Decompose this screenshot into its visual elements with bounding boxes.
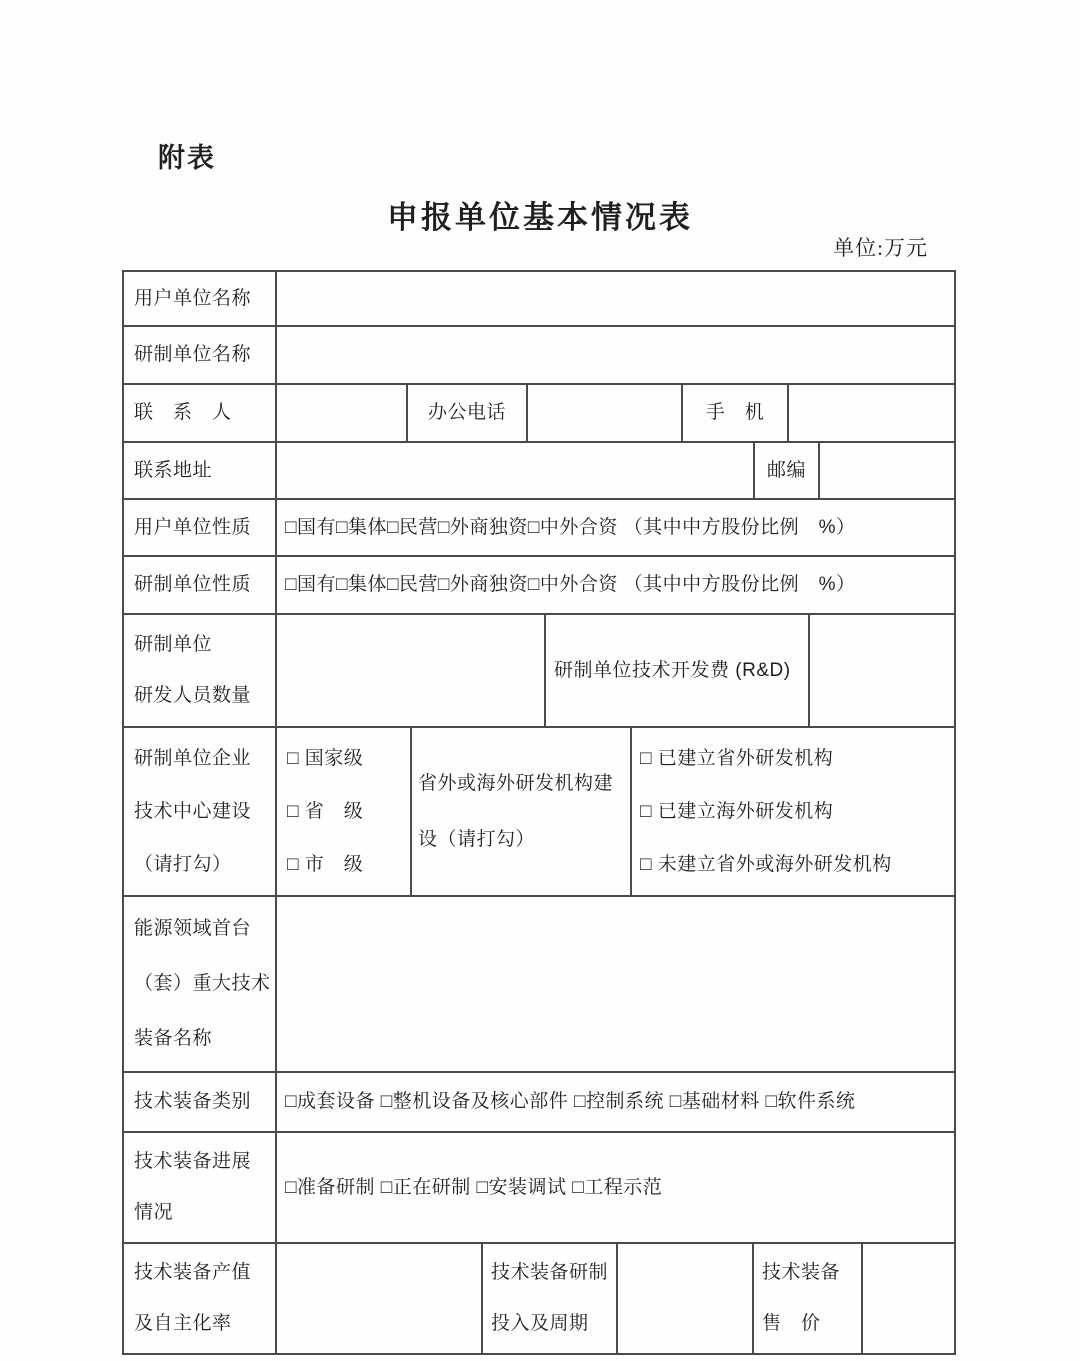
- label-text: 联系地址: [134, 459, 213, 481]
- checkbox-group-user-unit-nature[interactable]: [277, 500, 956, 557]
- label-mobile: [683, 385, 789, 443]
- appendix-label: 附表: [158, 143, 216, 173]
- label-line: 研发人员数量: [134, 685, 252, 707]
- label-text: 研制单位性质: [134, 574, 252, 596]
- label-equipment-name: [124, 897, 277, 1073]
- input-cell-office-phone[interactable]: [528, 385, 683, 443]
- label-line: 研制单位: [134, 633, 213, 655]
- label-contact-person: [124, 385, 277, 443]
- table-row-equipment-progress: [124, 1133, 956, 1244]
- label-office-phone: [408, 385, 528, 443]
- table-row-dev-unit-nature: [124, 557, 956, 615]
- checkbox-option-national[interactable]: □ 国家级: [287, 747, 364, 769]
- label-line: 技术装备产值: [134, 1262, 252, 1284]
- label-user-unit-name: [124, 272, 277, 327]
- label-equipment-invest: [483, 1244, 618, 1355]
- table-row-user-unit-name: [124, 272, 956, 327]
- label-line: 研制单位企业: [134, 747, 252, 769]
- checkbox-group-center-level: [277, 728, 412, 897]
- input-cell-rd-fee[interactable]: [810, 615, 956, 728]
- input-cell-equipment-value[interactable]: [277, 1244, 483, 1355]
- input-cell-postcode[interactable]: [820, 443, 956, 500]
- label-line: 技术装备: [762, 1262, 841, 1284]
- label-line: 能源领域首台: [134, 917, 252, 939]
- table-row-tech-center: [124, 728, 956, 897]
- unit-note: 单位:万元: [833, 236, 928, 260]
- table-row-equipment-value: [124, 1244, 956, 1355]
- label-line: 售 价: [762, 1312, 821, 1334]
- checkbox-options-text[interactable]: □国有□集体□民营□外商独资□中外合资 （其中中方股份比例 %）: [285, 574, 856, 596]
- checkbox-options-text[interactable]: □成套设备 □整机设备及核心部件 □控制系统 □基础材料 □软件系统: [285, 1091, 856, 1113]
- table-row-contact: [124, 385, 956, 443]
- checkbox-option-established-out-of-province[interactable]: □ 已建立省外研发机构: [640, 747, 834, 769]
- label-text: 研制单位技术开发费 (R&D): [554, 659, 791, 681]
- label-rd-fee: [546, 615, 810, 728]
- label-tech-center: [124, 728, 277, 897]
- label-line: 投入及周期: [491, 1312, 589, 1334]
- label-text: 用户单位名称: [134, 287, 252, 309]
- label-text: 办公电话: [427, 402, 506, 424]
- checkbox-option-provincial[interactable]: □ 省 级: [287, 800, 364, 822]
- label-branch-institutions: [412, 728, 632, 897]
- label-dev-unit-name: [124, 327, 277, 385]
- input-cell-mobile[interactable]: [789, 385, 956, 443]
- label-line: 情况: [134, 1201, 174, 1223]
- input-cell-dev-unit-name[interactable]: [277, 327, 956, 385]
- label-line: 技术中心建设: [134, 800, 252, 822]
- checkbox-option-established-overseas[interactable]: □ 已建立海外研发机构: [640, 800, 834, 822]
- table-row-user-unit-nature: [124, 500, 956, 557]
- table-row-rd-staff: [124, 615, 956, 728]
- input-cell-equipment-price[interactable]: [863, 1244, 956, 1355]
- label-dev-unit-nature: [124, 557, 277, 615]
- label-line: 技术装备研制: [491, 1262, 609, 1284]
- checkbox-group-equipment-progress[interactable]: [277, 1133, 956, 1244]
- table-row-equipment-category: [124, 1073, 956, 1133]
- input-cell-equipment-invest[interactable]: [618, 1244, 754, 1355]
- label-text: 联 系 人: [134, 402, 232, 424]
- checkbox-option-not-established[interactable]: □ 未建立省外或海外研发机构: [640, 853, 892, 875]
- label-line: 省外或海外研发机构建: [418, 772, 614, 794]
- label-line: 及自主化率: [134, 1312, 232, 1334]
- label-text: 研制单位名称: [134, 344, 252, 366]
- table-row-address: [124, 443, 956, 500]
- basic-info-table: [122, 270, 956, 1355]
- checkbox-group-branch-institutions: [632, 728, 956, 897]
- checkbox-group-equipment-category[interactable]: [277, 1073, 956, 1133]
- label-address: [124, 443, 277, 500]
- table-row-equipment-name: [124, 897, 956, 1073]
- checkbox-group-dev-unit-nature[interactable]: [277, 557, 956, 615]
- label-line: 技术装备进展: [134, 1151, 252, 1173]
- label-text: 邮编: [766, 459, 806, 481]
- label-line: （套）重大技术: [134, 973, 271, 995]
- label-rd-staff-count: [124, 615, 277, 728]
- label-equipment-category: [124, 1073, 277, 1133]
- label-line: （请打勾）: [134, 853, 232, 875]
- label-equipment-value: [124, 1244, 277, 1355]
- label-equipment-progress: [124, 1133, 277, 1244]
- checkbox-option-municipal[interactable]: □ 市 级: [287, 853, 364, 875]
- checkbox-options-text[interactable]: □国有□集体□民营□外商独资□中外合资 （其中中方股份比例 %）: [285, 516, 856, 538]
- label-text: 技术装备类别: [134, 1091, 252, 1113]
- label-line: 装备名称: [134, 1028, 213, 1050]
- label-line: 设（请打勾）: [418, 828, 536, 850]
- label-text: 手 机: [705, 402, 765, 424]
- label-user-unit-nature: [124, 500, 277, 557]
- input-cell-address[interactable]: [277, 443, 755, 500]
- checkbox-options-text[interactable]: □准备研制 □正在研制 □安装调试 □工程示范: [285, 1176, 663, 1198]
- label-postcode: [755, 443, 820, 500]
- input-cell-equipment-name[interactable]: [277, 897, 956, 1073]
- input-cell-user-unit-name[interactable]: [277, 272, 956, 327]
- input-cell-contact-person[interactable]: [277, 385, 408, 443]
- label-text: 用户单位性质: [134, 516, 252, 538]
- label-equipment-price: [754, 1244, 863, 1355]
- page-title: 申报单位基本情况表: [387, 200, 693, 235]
- table-row-dev-unit-name: [124, 327, 956, 385]
- input-cell-rd-staff-count[interactable]: [277, 615, 546, 728]
